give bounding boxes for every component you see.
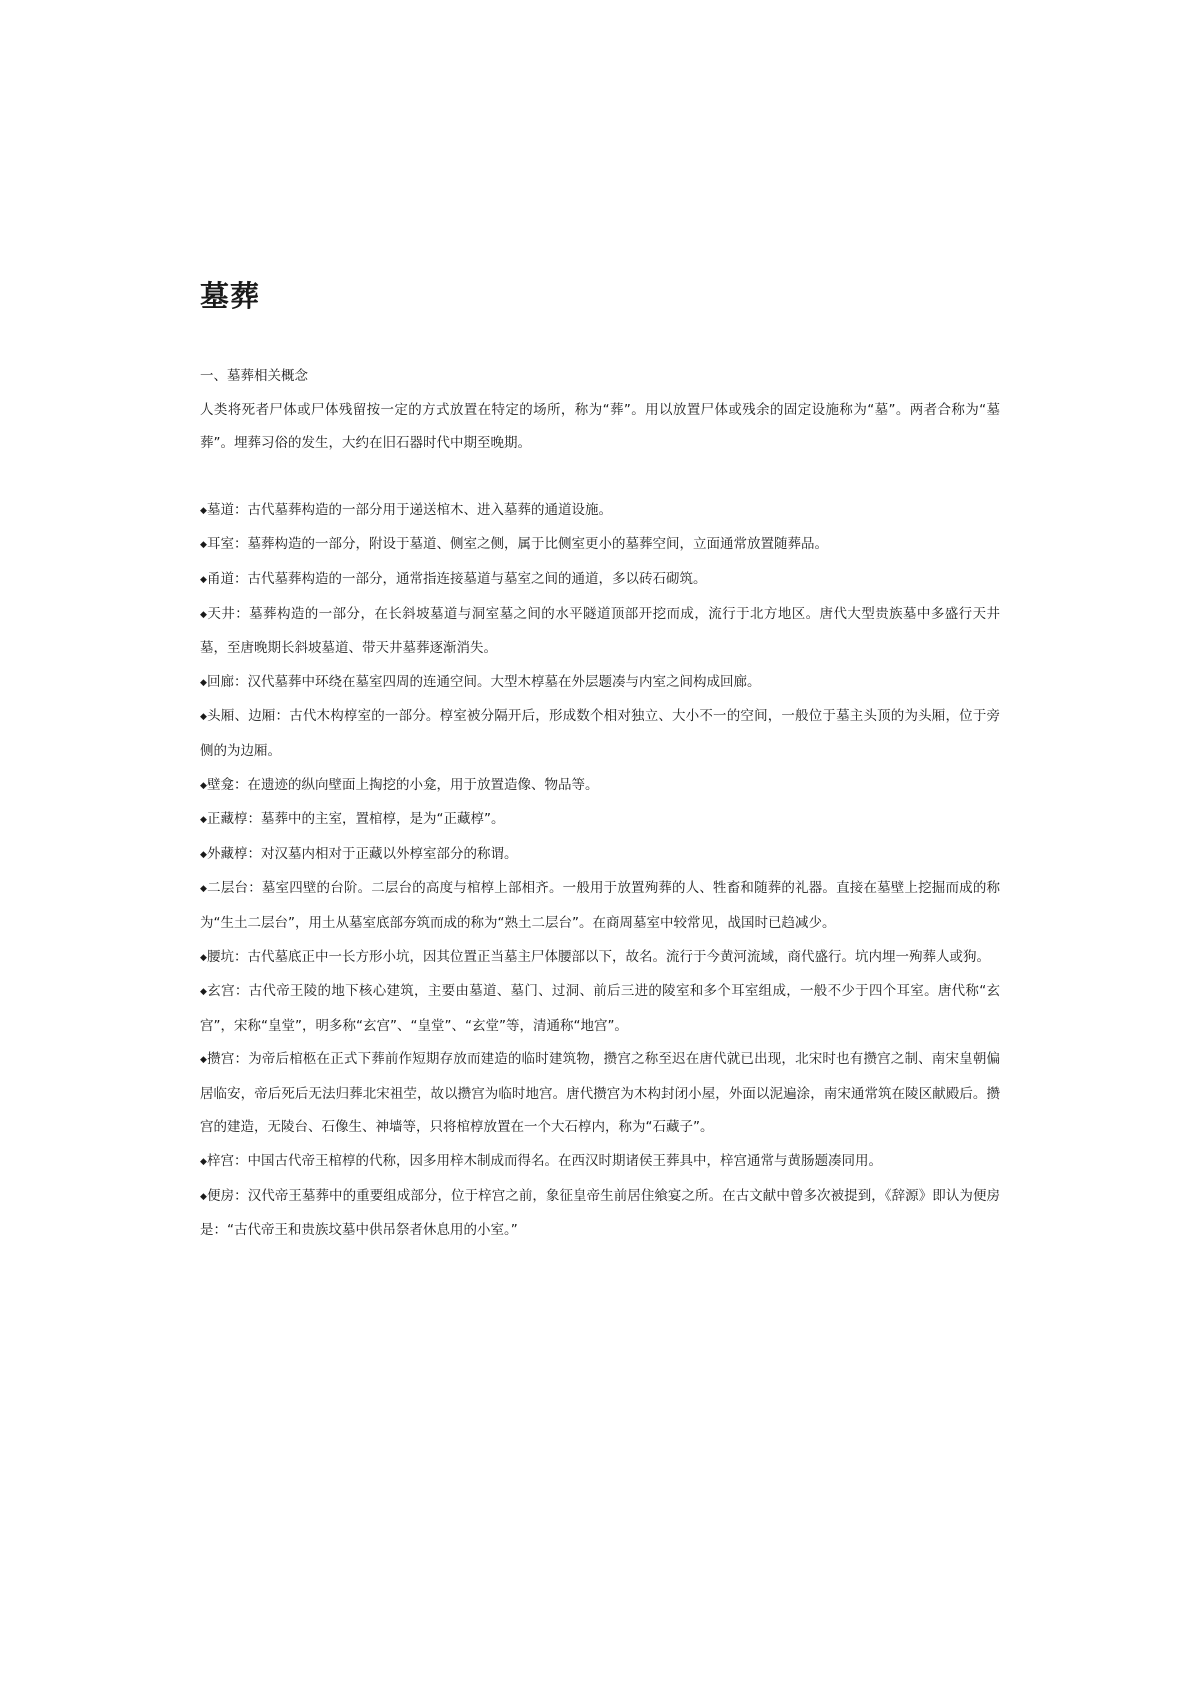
term-item-zangong bbox=[200, 1043, 1000, 1145]
bullet-icon: ◆ bbox=[200, 884, 207, 895]
bullet-icon: ◆ bbox=[200, 540, 207, 551]
term-item-mudao bbox=[200, 494, 1000, 529]
term-list bbox=[200, 494, 1000, 1248]
bullet-icon: ◆ bbox=[200, 677, 207, 688]
section-heading: 一、墓葬相关概念 bbox=[200, 368, 308, 384]
document-content bbox=[200, 360, 1000, 1248]
bullet-icon: ◆ bbox=[200, 505, 207, 516]
term-text: 腰坑：古代墓底正中一长方形小坑，因其位置正当墓主尸体腰部以下，故名。流行于今黄河流域，商代盛行。坑内埋一殉葬人或狗。 bbox=[207, 948, 990, 965]
term-item-zhengcangguo bbox=[200, 803, 1000, 838]
term-text: 玄宫：古代帝王陵的地下核心建筑，主要由墓道、墓门、过洞、前后三进的陵室和多个耳室组成，一般不少于四个耳室。唐代称“玄宫”，宋称“皇堂”，明多称“玄宫”、“皇堂”、“玄堂”等，清通称“地宫”。 bbox=[200, 983, 1000, 1034]
term-text: 外藏椁：对汉墓内相对于正藏以外椁室部分的称谓。 bbox=[207, 845, 518, 862]
term-item-xuangong bbox=[200, 975, 1000, 1043]
term-text: 天井：墓葬构造的一部分，在长斜坡墓道与洞室墓之间的水平隧道顶部开挖而成，流行于北方地区。唐代大型贵族墓中多盛行天井墓，至唐晚期长斜坡墓道、带天井墓葬逐渐消失。 bbox=[200, 605, 1000, 657]
term-item-zigong bbox=[200, 1145, 1000, 1180]
intro-paragraph: 人类将死者尸体或尸体残留按一定的方式放置在特定的场所，称为“葬”。用以放置尸体或残余的固定设施称为“墓”。两者合称为“墓葬”。埋葬习俗的发生，大约在旧石器时代中期至晚期。 bbox=[200, 401, 1000, 452]
bullet-icon: ◆ bbox=[200, 849, 207, 860]
term-text: 攒宫：为帝后棺柩在正式下葬前作短期存放而建造的临时建筑物，攒宫之称至迟在唐代就已出现，北宋时也有攒宫之制、南宋皇朝偏居临安，帝后死后无法归葬北宋祖茔，故以攒宫为临时地宫。唐代攒宫为木构封闭小屋，外面以泥遍涂，南宋通常筑在陵区献殿后。攒宫的建造，无陵台、石像生、神墙等，只将棺椁放置在一个大石椁内，称为“石藏子”。 bbox=[200, 1051, 1000, 1136]
bullet-icon: ◆ bbox=[200, 574, 207, 585]
term-text: 甬道：古代墓葬构造的一部分，通常指连接墓道与墓室之间的通道，多以砖石砌筑。 bbox=[207, 570, 707, 587]
term-item-waicangguo bbox=[200, 838, 1000, 873]
bullet-icon: ◆ bbox=[200, 609, 207, 620]
term-text: 梓宫：中国古代帝王棺椁的代称，因多用梓木制成而得名。在西汉时期诸侯王葬具中，梓宫通常与黄肠题凑同用。 bbox=[207, 1153, 882, 1170]
term-text: 二层台：墓室四壁的台阶。二层台的高度与棺椁上部相齐。一般用于放置殉葬的人、牲畜和随葬的礼器。直接在墓壁上挖掘而成的称为“生土二层台”，用土从墓室底部夯筑而成的称为“熟土二层台”。在商周墓室中较常见，战国时已趋减少。 bbox=[200, 880, 1000, 931]
term-item-touxiang-bianxiang bbox=[200, 700, 1000, 768]
bullet-icon: ◆ bbox=[200, 1055, 207, 1066]
term-text: 便房：汉代帝王墓葬中的重要组成部分，位于梓宫之前，象征皇帝生前居住飨宴之所。在古文献中曾多次被提到，《辞源》即认为便房是：“古代帝王和贵族坟墓中供吊祭者休息用的小室。” bbox=[200, 1187, 1000, 1239]
term-item-bianfang bbox=[200, 1180, 1000, 1248]
term-text: 头厢、边厢：古代木构椁室的一部分。椁室被分隔开后，形成数个相对独立、大小不一的空间，一般位于墓主头顶的为头厢，位于旁侧的为边厢。 bbox=[200, 708, 1000, 759]
bullet-icon: ◆ bbox=[200, 987, 207, 998]
term-item-bikan bbox=[200, 769, 1000, 804]
paragraph-gap bbox=[200, 461, 1000, 494]
bullet-icon: ◆ bbox=[200, 1157, 207, 1168]
term-item-tianjing bbox=[200, 598, 1000, 666]
term-item-erceng-tai bbox=[200, 872, 1000, 940]
term-item-yongdao bbox=[200, 563, 1000, 598]
bullet-icon: ◆ bbox=[200, 712, 207, 723]
term-item-huilang bbox=[200, 666, 1000, 701]
term-text: 正藏椁：墓葬中的主室，置棺椁，是为“正藏椁”。 bbox=[207, 811, 505, 828]
bullet-icon: ◆ bbox=[200, 780, 207, 791]
term-text: 壁龛：在遗迹的纵向壁面上掏挖的小龛，用于放置造像、物品等。 bbox=[207, 776, 599, 793]
term-item-yaokeng bbox=[200, 941, 1000, 976]
document-title: 墓葬 bbox=[200, 279, 261, 313]
bullet-icon: ◆ bbox=[200, 952, 207, 963]
term-text: 墓道：古代墓葬构造的一部分用于递送棺木、进入墓葬的通道设施。 bbox=[207, 501, 612, 518]
bullet-icon: ◆ bbox=[200, 1191, 207, 1202]
term-item-ershi bbox=[200, 528, 1000, 563]
term-text: 耳室：墓葬构造的一部分，附设于墓道、侧室之侧，属于比侧室更小的墓葬空间，立面通常放置随葬品。 bbox=[207, 536, 828, 553]
bullet-icon: ◆ bbox=[200, 815, 207, 826]
term-text: 回廊：汉代墓葬中环绕在墓室四周的连通空间。大型木椁墓在外层题凑与内室之间构成回廊。 bbox=[207, 673, 761, 690]
